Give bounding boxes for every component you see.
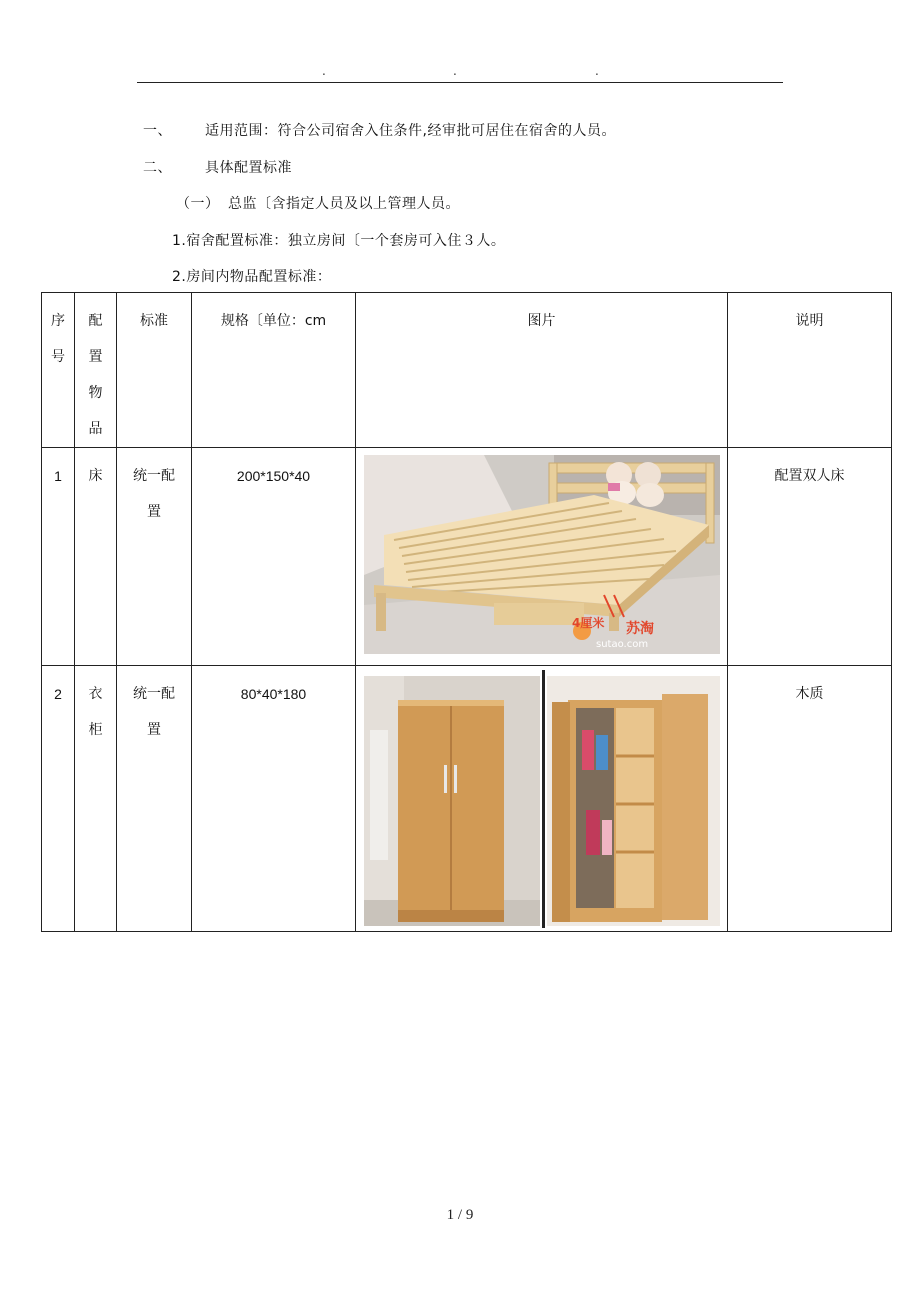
svg-text:4厘米: 4厘米 bbox=[571, 616, 604, 630]
section-1-number: 一、 bbox=[143, 123, 172, 139]
row-seq: 1 bbox=[42, 448, 75, 666]
bed-photo bbox=[364, 455, 720, 654]
table-row bbox=[42, 448, 892, 666]
header-standard: 标准 bbox=[117, 293, 192, 448]
header-note: 说明 bbox=[728, 293, 892, 448]
svg-text:苏淘: 苏淘 bbox=[625, 621, 654, 637]
header-image: 图片 bbox=[356, 293, 728, 448]
header-dot: . bbox=[595, 64, 599, 78]
row-image bbox=[356, 666, 728, 932]
row-note: 木质 bbox=[728, 666, 892, 932]
row-image bbox=[356, 448, 728, 666]
header-dot: . bbox=[453, 64, 457, 78]
row-item: 衣柜 bbox=[75, 666, 117, 932]
subsection-text: 总监〔含指定人员及以上管理人员。 bbox=[228, 196, 460, 212]
section-2-number: 二、 bbox=[143, 160, 172, 176]
header-seq: 序号 bbox=[42, 293, 75, 448]
table-header-row bbox=[42, 293, 892, 448]
svg-text:sutao.com: sutao.com bbox=[595, 639, 648, 650]
row-standard: 统一配置 bbox=[117, 448, 192, 666]
header-spec: 规格〔单位：cm bbox=[192, 293, 356, 448]
header-dot: . bbox=[322, 64, 326, 78]
row-seq: 2 bbox=[42, 666, 75, 932]
item-2-text: 2.房间内物品配置标准： bbox=[172, 269, 332, 285]
page-number: 1 / 9 bbox=[446, 1207, 474, 1223]
row-note: 配置双人床 bbox=[728, 448, 892, 666]
section-1-text: 适用范围：符合公司宿舍入住条件,经审批可居住在宿舍的人员。 bbox=[205, 123, 616, 139]
section-2-text: 具体配置标准 bbox=[205, 160, 292, 176]
item-1-text: 1.宿舍配置标准：独立房间〔一个套房可入住３人。 bbox=[172, 233, 506, 249]
header-rule bbox=[137, 82, 783, 83]
row-standard: 统一配置 bbox=[117, 666, 192, 932]
table-row bbox=[42, 666, 892, 932]
row-spec: 200*150*40 bbox=[192, 448, 356, 666]
subsection-number: （一） bbox=[176, 196, 220, 212]
wardrobe-photo bbox=[364, 670, 720, 928]
header-item: 配置物品 bbox=[75, 293, 117, 448]
row-item: 床 bbox=[75, 448, 117, 666]
row-spec: 80*40*180 bbox=[192, 666, 356, 932]
config-table bbox=[41, 292, 892, 932]
